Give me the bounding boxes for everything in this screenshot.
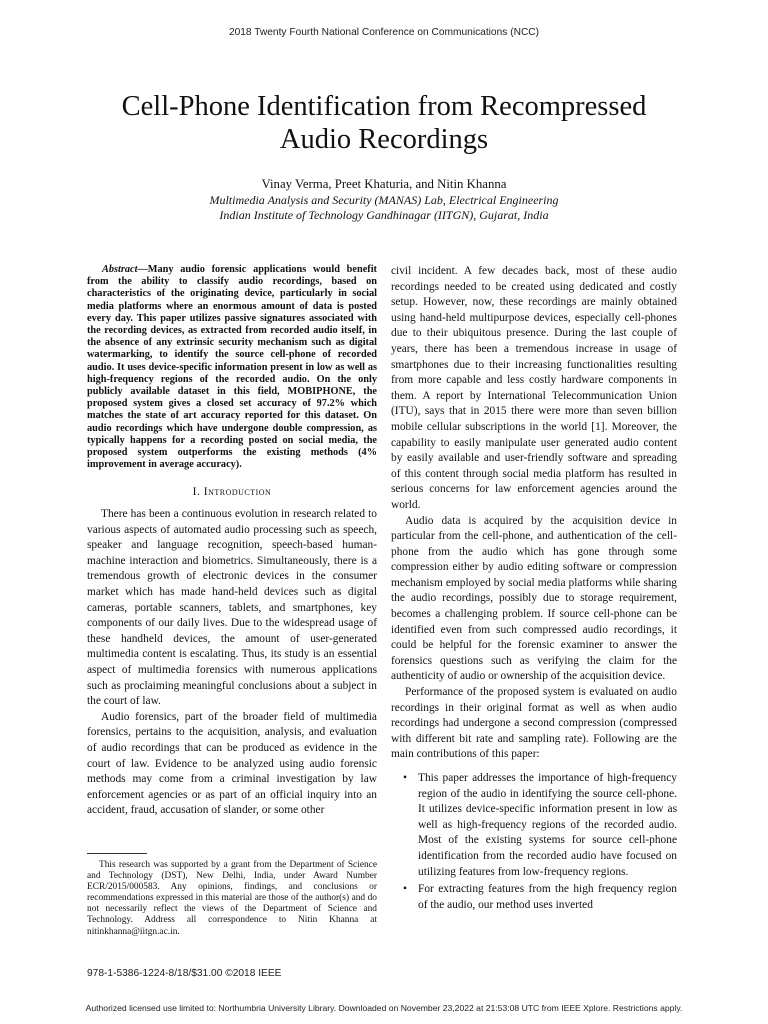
paper-title-line-2: Audio Recordings [279, 124, 489, 155]
abstract-label: Abstract [102, 264, 138, 275]
contributions-list [391, 771, 677, 913]
affiliation-lab: Multimedia Analysis and Security (MANAS) Lab, Electrical Engineering [209, 193, 559, 207]
paper-title-line-1: Cell-Phone Identification from Recompressed [121, 91, 647, 122]
right-paragraph-1: civil incident. A few decades back, most of these audio recordings needed to be created using dedicated and costly setup. However, now, these recordings are mainly obtained using hand-held multipurpose devices, especially cell-phones due to their ubiquitous presence. During the last couple of years, there has been a tremendous increase in usage of smartphones due to their increasing functionalities resulting from more capable and less costly hardware components in them. A report by International Telecommunication Union (ITU), says that in 2015 there were more than seven billion mobile cellular subscriptions in the world [1]. Moreover, the capability to easily manipulate user generated audio content by easily available and user-friendly software and spreading of this content through social media platform has resulted in serious concerns for law enforcement agencies around the world. [391, 265, 677, 511]
intro-paragraph-2: Audio forensics, part of the broader field of multimedia forensics, pertains to the acquisition, analysis, and evaluation of audio recordings that can be produced as evidence in the court of law. Evidence to be analyzed using audio forensic methods may come from a criminal investigation by law enforcement agencies or as part of an official inquiry into an accident, fraud, accusation of slander, or some other [87, 710, 377, 817]
section-number: I. [192, 486, 201, 499]
list-item-text: This paper addresses the importance of high-frequency region of the audio in identifying the source cell-phone. It utilizes device-specific information present in low as well as high-frequency regions of the recorded audio. Most of the existing systems for source cell-phone identification from the recorded audio have focused on utilizing features from low-frequency regions. [418, 772, 677, 878]
paper-title [40, 90, 728, 156]
list-item [391, 882, 677, 913]
isbn-copyright: 978-1-5386-1224-8/18/$31.00 ©2018 IEEE [87, 968, 282, 979]
abstract-text: —Many audio forensic applications would benefit from the ability to classify audio recordings, based on characteristics of the originating device, particularly in social media platforms where an enormous amount of data is posted every day. This paper utilizes passive signatures associated with the recording devices, as extracted from recorded audio itself, in the absence of any extrinsic security mechanism such as digital watermarking, to identify the source cell-phone of recorded audio. It uses device-specific information present in low as well as high-frequency regions of the recorded audio. On the only publicly available dataset in this field, MOBIPHONE, the proposed system gives a closed set accuracy of 97.2% which matches the state of art accuracy reported for this dataset. On audio recordings which have undergone double compression, as typically happens for a recording posted on social media, the proposed system outperforms the existing methods (4% improvement in average accuracy). [87, 264, 377, 471]
list-item [391, 771, 677, 880]
footnote-divider [87, 853, 147, 854]
right-paragraph-2: Audio data is acquired by the acquisition device in particular from the cell-phone, and authentication of the cell-phone from the audio which has gone through some compression either by audio editing software or compression mechanism employed by social media platforms while sharing the audio recordings, possibly due to storage requirement, becomes a challenging problem. If source cell-phone can be identified even from such compressed audio recordings, it could be helpful for the forensic examiner to answer the forensics questions such as verifying the claim for the authenticity of audio or ownership of the acquisition device. [391, 514, 677, 683]
conference-header: 2018 Twenty Fourth National Conference on Communications (NCC) [228, 27, 540, 38]
license-notice: Authorized licensed use limited to: Northumbria University Library. Downloaded on November 23,2022 at 21:53:08 UTC from IEEE Xplore. Restrictions apply. [85, 1003, 683, 1013]
right-column [391, 264, 677, 915]
author-list: Vinay Verma, Preet Khaturia, and Nitin Khanna [261, 177, 507, 191]
right-paragraph-3: Performance of the proposed system is evaluated on audio recordings in their original format as well as when audio recordings had undergone a second compression (compressed with different bit rate and sampling rate). Following are the main contributions of this paper: [391, 686, 677, 761]
section-title: Introduction [203, 486, 272, 499]
left-column [87, 264, 377, 819]
intro-paragraph-1: There has been a continuous evolution in research related to various aspects of automated audio processing such as speech, speaker and language recognition, speech-based human-machine interaction and biometrics. Simultaneously, there is a tremendous growth of electronic devices in the consumer market which has made hand-held devices such as digital cameras, portable scanners, tablets, and smartphones, key components of our daily lives. Due to the widespread usage of these handheld devices, the amount of user-generated multimedia content is escalating. Thus, its study is an essential aspect of multimedia forensics with numerous applications such as proclaiming meaningful conclusions about a subject in the court of law. [87, 508, 377, 708]
bullet-icon: • [403, 772, 407, 784]
affiliation-institute: Indian Institute of Technology Gandhinagar (IITGN), Gujarat, India [219, 208, 549, 222]
abstract [87, 264, 377, 471]
bullet-icon: • [403, 883, 407, 896]
section-heading-introduction [87, 485, 377, 501]
list-item-text: For extracting features from the high frequency region of the audio, our method uses inverted [418, 883, 677, 911]
funding-footnote: This research was supported by a grant from the Department of Science and Technology (DST), New Delhi, India, under Award Number ECR/2015/000583. Any opinions, findings, and conclusions or recommendations expressed in this material are those of the author(s) and do not necessarily reflect the views of the Department of Science and Technology. Address all correspondence to Nitin Khanna at nitinkhanna@iitgn.ac.in. [87, 860, 377, 937]
